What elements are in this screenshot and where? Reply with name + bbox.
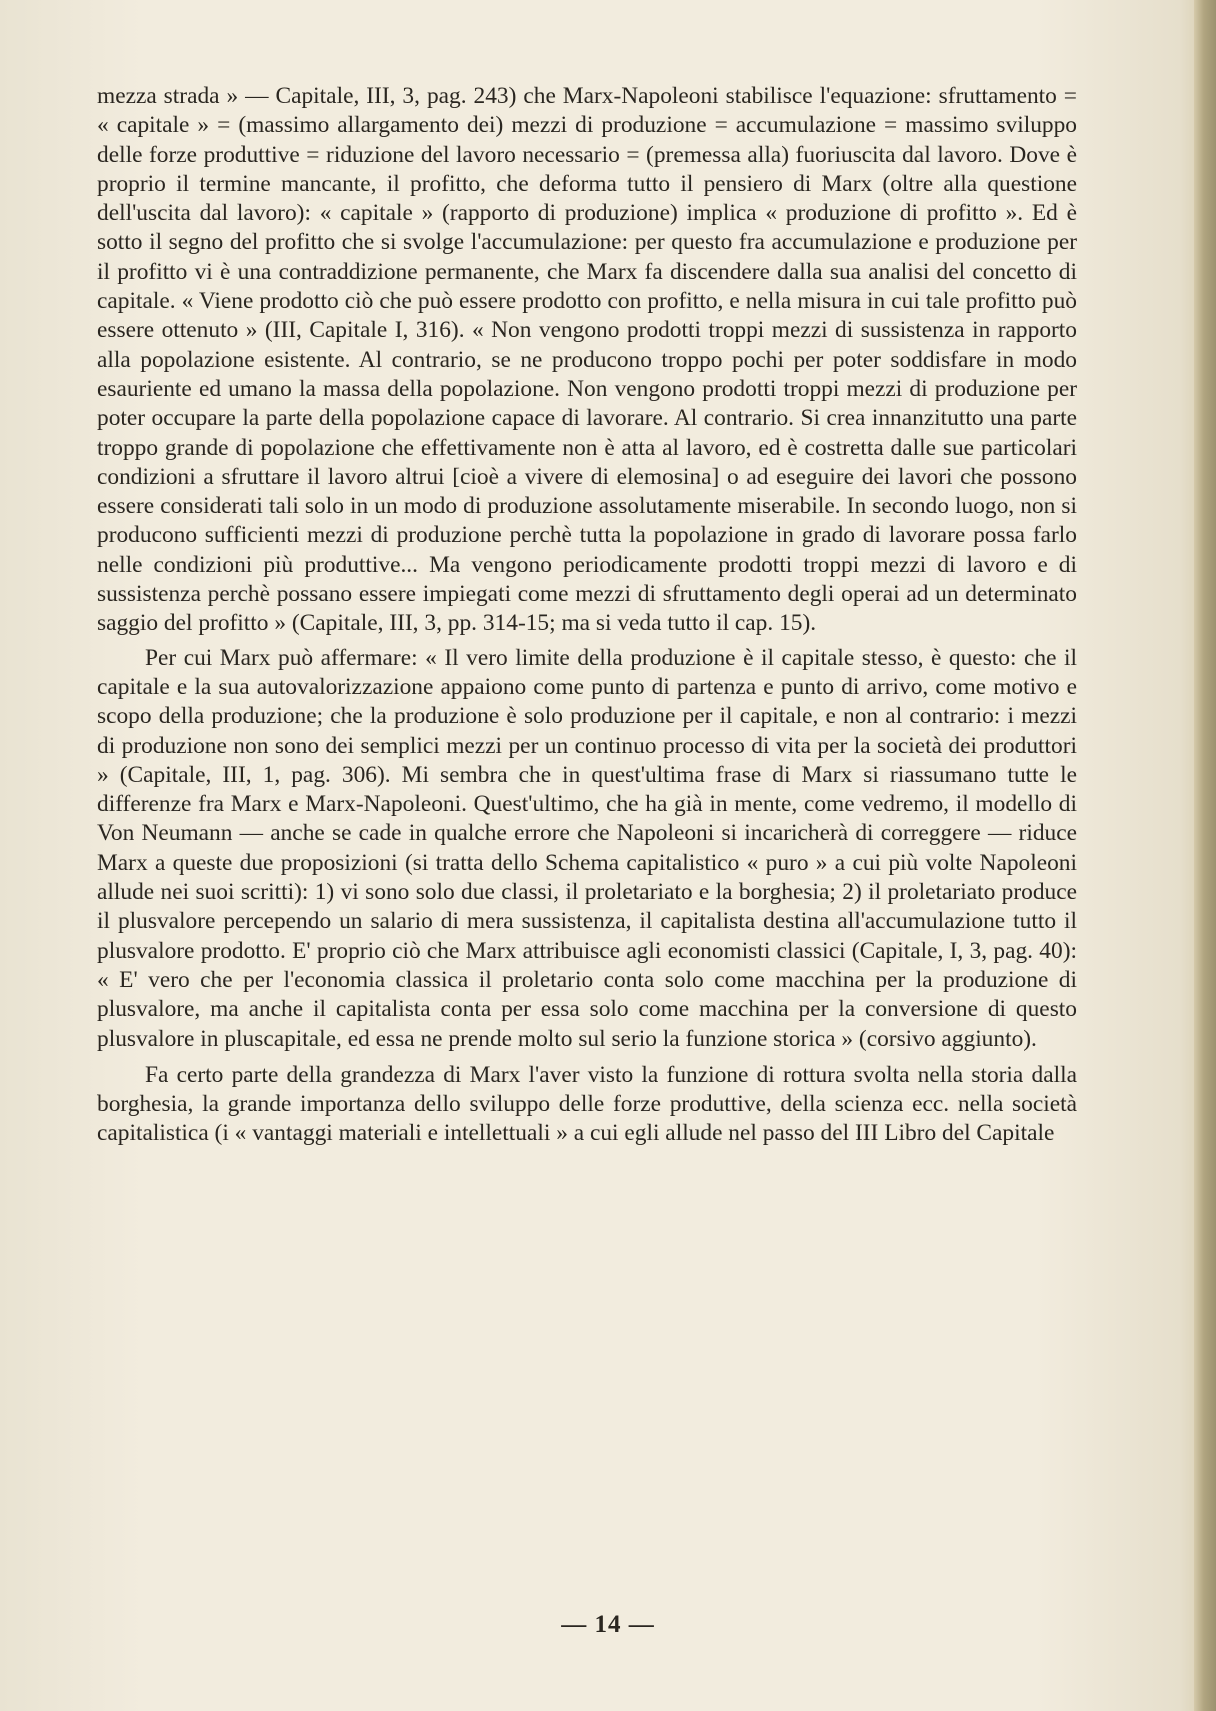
body-text	[97, 82, 1077, 1149]
page-edge-shadow	[1194, 0, 1216, 1711]
paragraph-3: Fa certo parte della grandezza di Marx l'aver visto la funzione di rottura svolta nella storia dalla borghesia, la grande importanza dello sviluppo delle forze produttive, della scienza ecc. nella società capitalistica (i « vantaggi materiali e intellettuali » a cui egli allude nel passo del III Libro del Capitale	[97, 1061, 1077, 1147]
paragraph-2: Per cui Marx può affermare: « Il vero limite della produzione è il capitale stesso, è questo: che il capitale e la sua autovalorizzazione appaiono come punto di partenza e punto di arrivo, come motivo e scopo della produzione; che la produzione è solo produzione per il capitale, e non al contrario: i mezzi di produzione non sono dei semplici mezzi per un continuo processo di vita per la società dei produttori » (Capitale, III, 1, pag. 306). Mi sembra che in quest'ultima frase di Marx si riassumano tutte le differenze fra Marx e Marx-Napoleoni. Quest'ultimo, che ha già in mente, come vedremo, il modello di Von Neumann — anche se cade in qualche errore che Napoleoni si incaricherà di correggere — riduce Marx a queste due proposizioni (si tratta dello Schema capitalistico « puro » a cui più volte Napoleoni allude nei suoi scritti): 1) vi sono solo due classi, il proletariato e la borghesia; 2) il proletariato produce il plusvalore percependo un salario di mera sussistenza, il capitalista destina all'accumulazione tutto il plusvalore prodotto. E' proprio ciò che Marx attribuisce agli economisti classici (Capitale, I, 3, pag. 40): « E' vero che per l'economia classica il proletario conta solo come macchina per la produzione di plusvalore, ma anche il capitalista conta per essa solo come macchina per la conversione di questo plusvalore in pluscapitale, ed essa ne prende molto sul serio la funzione storica » (corsivo aggiunto).	[97, 644, 1077, 1052]
page-number: — 14 —	[561, 1611, 655, 1638]
paragraph-1: mezza strada » — Capitale, III, 3, pag. 243) che Marx-Napoleoni stabilisce l'equazione: sfruttamento = « capitale » = (massimo allargamento dei) mezzi di produzione = accumulazione = massimo sviluppo delle forze produttive = riduzione del lavoro necessario = (premessa alla) fuoriuscita dal lavoro. Dove è proprio il termine mancante, il profitto, che deforma tutto il pensiero di Marx (oltre alla questione dell'uscita dal lavoro): « capitale » (rapporto di produzione) implica « produzione di profitto ». Ed è sotto il segno del profitto che si svolge l'accumulazione: per questo fra accumulazione e produzione per il profitto vi è una contraddizione permanente, che Marx fa discendere dalla sua analisi del concetto di capitale. « Viene prodotto ciò che può essere prodotto con profitto, e nella misura in cui tale profitto può essere ottenuto » (III, Capitale I, 316). « Non vengono prodotti troppi mezzi di sussistenza in rapporto alla popolazione esistente. Al contrario, se ne producono troppo pochi per poter soddisfare in modo esauriente ed umano la massa della popolazione. Non vengono prodotti troppi mezzi di produzione per poter occupare la parte della popolazione capace di lavorare. Al contrario. Si crea innanzitutto una parte troppo grande di popolazione che effettivamente non è atta al lavoro, ed è costretta dalle sue particolari condizioni a sfruttare il lavoro altrui [cioè a vivere di elemosina] o ad eseguire dei lavori che possono essere considerati tali solo in un modo di produzione assolutamente miserabile. In secondo luogo, non si producono sufficienti mezzi di produzione perchè tutta la popolazione in grado di lavorare possa farlo nelle condizioni più produttive... Ma vengono periodicamente prodotti troppi mezzi di lavoro e di sussistenza perchè possano essere impiegati come mezzi di sfruttamento degli operai ad un determinato saggio del profitto » (Capitale, III, 3, pp. 314-15; ma si veda tutto il cap. 15).	[97, 83, 1077, 637]
